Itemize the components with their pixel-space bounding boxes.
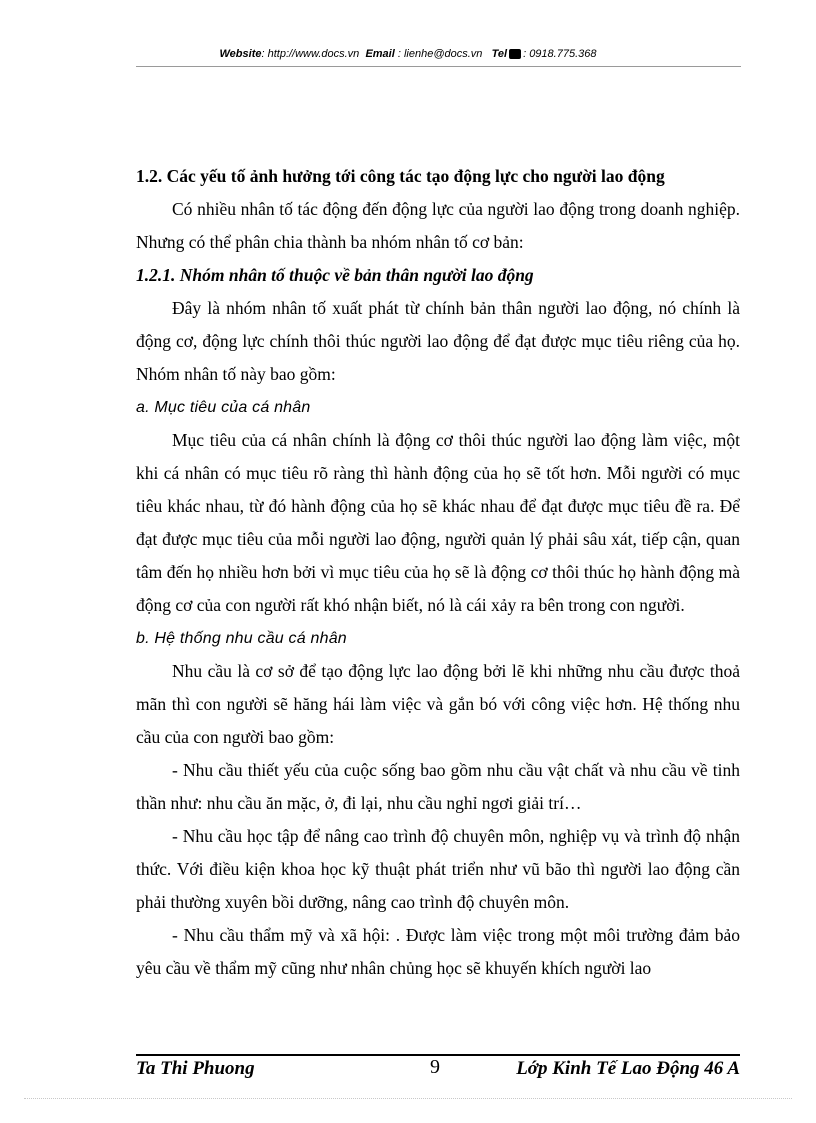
email-label: Email <box>365 48 395 60</box>
bullet-item-3: - Nhu cầu thẩm mỹ và xã hội: . Được làm việc trong một môi trường đảm bảo yêu cầu về thẩm mỹ cũng như nhân chủng học sẽ khuyến khích người lao <box>136 925 740 978</box>
paragraph-b: Nhu cầu là cơ sở để tạo động lực lao động bởi lẽ khi những nhu cầu được thoả mãn thì con người sẽ hăng hái làm việc và gắn bó với công việc hơn. Hệ thống nhu cầu của con người bao gồm: <box>136 661 740 747</box>
phone-icon <box>509 49 521 59</box>
email-value: : lienhe@docs.vn <box>397 48 483 60</box>
website-label: Website <box>219 48 262 60</box>
tel-label: Tel <box>491 48 508 60</box>
document-body <box>136 160 740 985</box>
subheading-a: a. Mục tiêu của cá nhân <box>136 399 311 416</box>
tel-value: : 0918.775.368 <box>523 48 597 60</box>
bullet-item-2: - Nhu cầu học tập để nâng cao trình độ chuyên môn, nghiệp vụ và trình độ nhận thức. Với điều kiện khoa học kỹ thuật phát triển như vũ bão thì người lao động cần phải thường xuyên bồi dưỡng, nâng cao trình độ chuyên môn. <box>136 826 740 912</box>
bullet-item-1: - Nhu cầu thiết yếu của cuộc sống bao gồm nhu cầu vật chất và nhu cầu về tinh thần như: nhu cầu ăn mặc, ở, đi lại, nhu cầu nghỉ ngơi giải trí… <box>136 760 740 813</box>
paragraph-intro: Có nhiều nhân tố tác động đến động lực của người lao động trong doanh nghiệp. Nhưng có thể phân chia thành ba nhóm nhân tố cơ bản: <box>136 199 740 252</box>
paragraph-a: Mục tiêu của cá nhân chính là động cơ thôi thúc người lao động làm việc, một khi cá nhân có mục tiêu rõ ràng thì hành động của họ sẽ tốt hơn. Mỗi người có mục tiêu khác nhau, từ đó hành động của họ sẽ khác nhau để đạt được mục tiêu đề ra. Để đạt được mục tiêu của mỗi người lao động, người quản lý phải sâu xát, tiếp cận, quan tâm đến họ nhiều hơn bởi vì mục tiêu của họ sẽ là động cơ thôi thúc họ hành động mà động cơ của con người rất khó nhận biết, nó là cái xảy ra bên trong con người. <box>136 430 740 615</box>
page-bottom-divider <box>24 1098 792 1099</box>
section-heading-1-2: 1.2. Các yếu tố ảnh hưởng tới công tác tạo động lực cho người lao động <box>136 166 665 186</box>
footer-rule <box>136 1054 740 1056</box>
header-rule <box>136 66 741 67</box>
page-header <box>0 48 816 60</box>
page-footer <box>136 1058 740 1080</box>
website-value: : http://www.docs.vn <box>261 48 360 60</box>
section-heading-1-2-1: 1.2.1. Nhóm nhân tố thuộc về bản thân người lao động <box>136 265 534 285</box>
footer-class-name: Lớp Kinh Tế Lao Động 46 A <box>516 1058 740 1079</box>
footer-author: Ta Thi Phuong <box>136 1058 255 1079</box>
paragraph-1-2-1: Đây là nhóm nhân tố xuất phát từ chính bản thân người lao động, nó chính là động cơ, động lực chính thôi thúc người lao động để đạt được mục tiêu riêng của họ. Nhóm nhân tố này bao gồm: <box>136 298 740 384</box>
subheading-b: b. Hệ thống nhu cầu cá nhân <box>136 630 347 647</box>
page-number: 9 <box>430 1058 440 1078</box>
